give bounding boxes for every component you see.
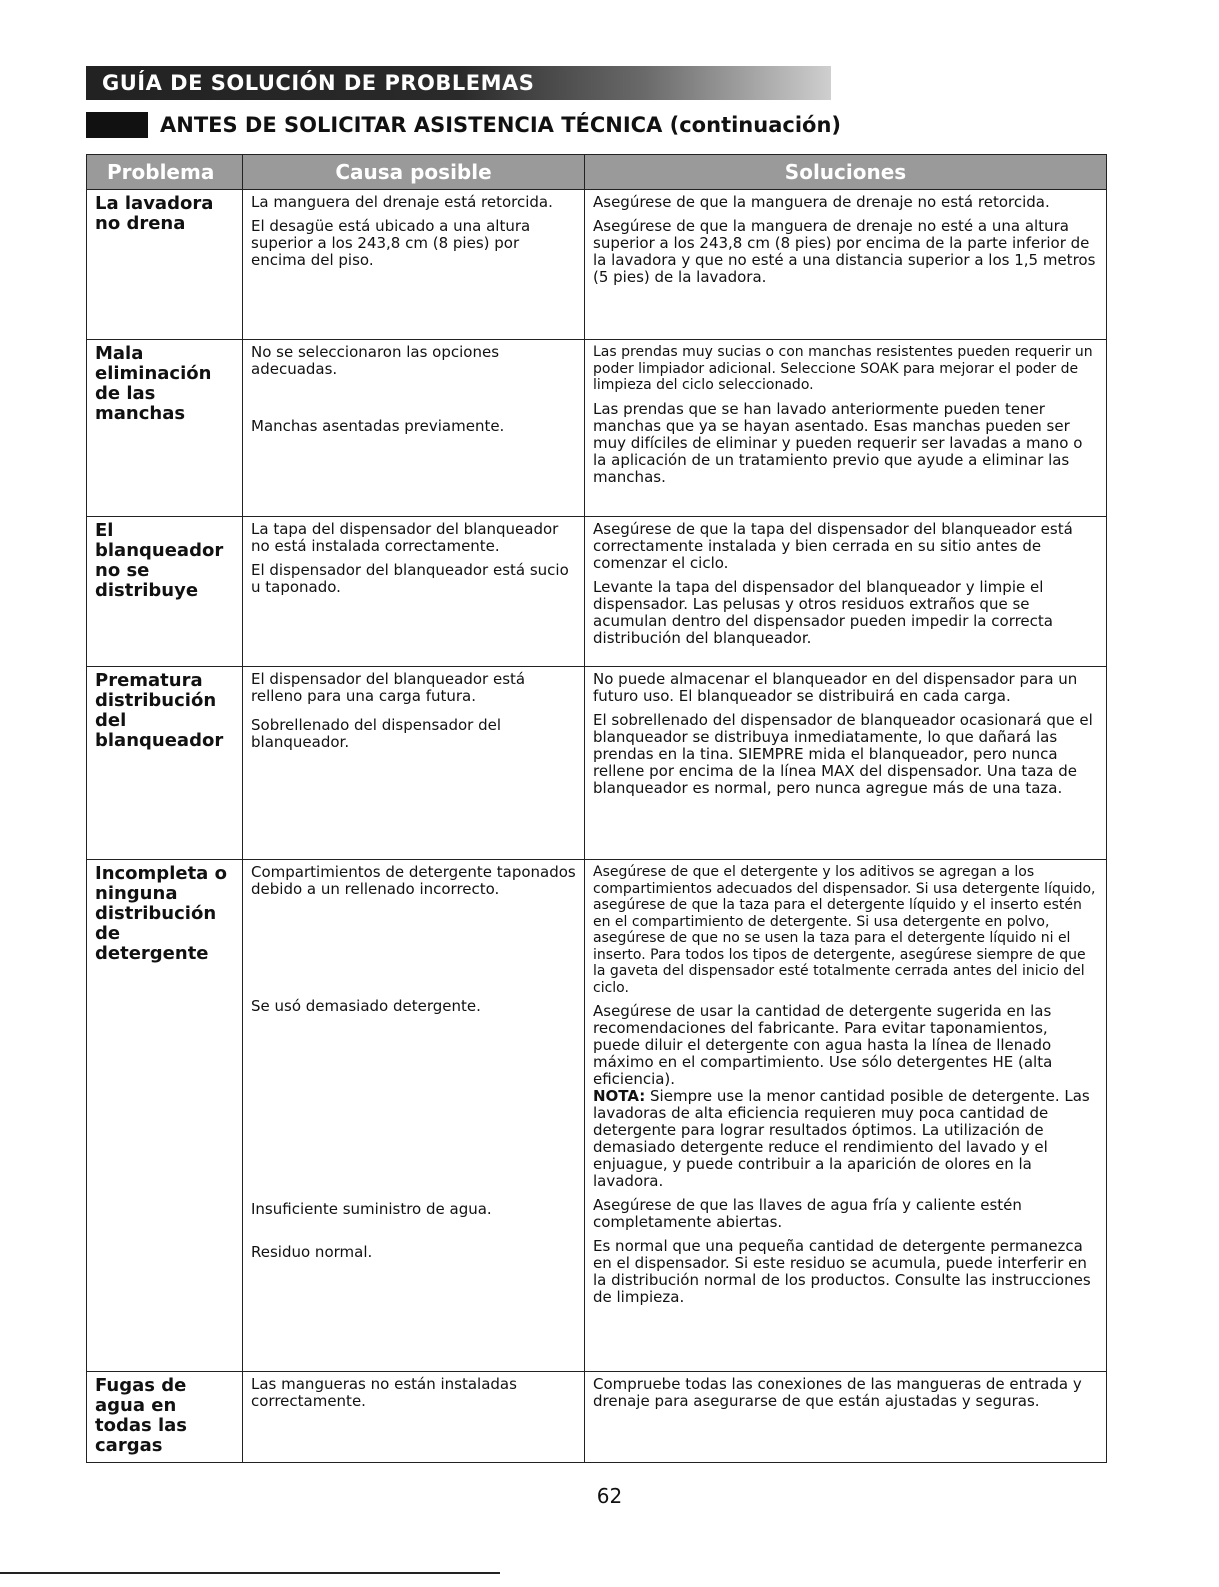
solution-text: Asegúrese de que el detergente y los aditivos se agregan a los compartimientos adecuados del dispensador. Si usa detergente líquido, asegúrese de que la taza para el detergente líquido y el inserto estén en el compartimiento de detergente. Si usa detergente en polvo, asegúrese de que no se usen la taza para el detergente líquido ni el inserto. Para todos los tipos de detergente, asegúrese siempre de que la gaveta del dispensador esté totalmente cerrada antes del inicio del ciclo. (593, 864, 1096, 996)
header-problem: Problema (87, 155, 243, 190)
cause-cell (243, 517, 585, 667)
nota-paragraph (593, 1088, 1098, 1190)
problem-cell: La lavadora no drena (87, 190, 243, 340)
solution-cell (585, 340, 1107, 517)
page-number: 62 (596, 1484, 623, 1508)
table-row (87, 517, 1107, 667)
table-row (87, 340, 1107, 517)
solution-text: Asegúrese de que la tapa del dispensador del blanqueador está correctamente instalada y bien cerrada en su sitio antes de comenzar el ciclo. (593, 520, 1073, 572)
problem-cell: Mala eliminación de las manchas (87, 340, 243, 517)
solution-text: Asegúrese de que las llaves de agua fría y caliente estén completamente abiertas. (593, 1196, 1022, 1231)
problem-cell: Incompleta o ninguna distribución de detergente (87, 860, 243, 1372)
cause-text: El desagüe está ubicado a una altura superior a los 243,8 cm (8 pies) por encima del piso. (251, 217, 531, 269)
solution-cell (585, 517, 1107, 667)
solution-text: No puede almacenar el blanqueador en del dispensador para un futuro uso. El blanqueador se distribuirá en cada carga. (593, 670, 1078, 705)
solution-text: Compruebe todas las conexiones de las mangueras de entrada y drenaje para asegurarse de que están ajustadas y seguras. (593, 1375, 1082, 1410)
problem-cell: Fugas de agua en todas las cargas (87, 1372, 243, 1463)
table-row (87, 190, 1107, 340)
cause-text: Sobrellenado del dispensador del blanqueador. (251, 716, 502, 751)
cause-text: Insuficiente suministro de agua. (251, 1200, 492, 1218)
cause-text: No se seleccionaron las opciones adecuadas. (251, 343, 500, 378)
footer-rule (0, 1572, 500, 1574)
problem-cell: El blanqueador no se distribuye (87, 517, 243, 667)
cause-text: Manchas asentadas previamente. (251, 417, 505, 435)
section-header (86, 110, 841, 140)
cause-cell (243, 860, 585, 1372)
header-cause: Causa posible (243, 155, 585, 190)
table-row (87, 860, 1107, 1372)
solution-text: Las prendas que se han lavado anteriormente pueden tener manchas que ya se hayan asentado. Esas manchas pueden ser muy difíciles de eliminar y pueden requerir ser lavadas a mano o la aplicación de un tratamiento previo que ayude a eliminar las manchas. (593, 399, 1083, 486)
cause-cell (243, 340, 585, 517)
cause-cell (243, 190, 585, 340)
solution-cell (585, 860, 1107, 1372)
cause-text: Compartimientos de detergente taponados debido a un rellenado incorrecto. (251, 863, 576, 898)
cause-cell (243, 1372, 585, 1463)
cause-text: El dispensador del blanqueador está relleno para una carga futura. (251, 670, 526, 705)
nota-label: NOTA: (593, 1087, 646, 1105)
cause-text: La manguera del drenaje está retorcida. (251, 193, 553, 211)
solution-cell (585, 190, 1107, 340)
solution-cell (585, 1372, 1107, 1463)
cause-text: La tapa del dispensador del blanqueador no está instalada correctamente. (251, 520, 559, 555)
cause-text: Se usó demasiado detergente. (251, 997, 481, 1015)
cause-text: Las mangueras no están instaladas correctamente. (251, 1375, 517, 1410)
section-marker-bar (86, 112, 148, 138)
solution-text: Es normal que una pequeña cantidad de detergente permanezca en el dispensador. Si este residuo se acumula, puede interferir en la distribución normal de los productos. Consulte las instrucciones de limpieza. (593, 1237, 1091, 1306)
table-header-row (87, 155, 1107, 190)
table-row (87, 667, 1107, 860)
solution-text: Asegúrese de usar la cantidad de detergente sugerida en las recomendaciones del fabricante. Para evitar taponamientos, puede diluir el detergente con agua hasta la línea de llenado máximo en el compartimiento. Use sólo detergentes HE (alta eficiencia). (593, 1002, 1053, 1088)
solution-text: El sobrellenado del dispensador de blanqueador ocasionará que el blanqueador se distribuya inmediatamente, lo que dañará las prendas en la tina. SIEMPRE mida el blanqueador, pero nunca rellene por encima de la línea MAX del dispensador. Una taza de blanqueador es normal, pero nunca agregue más de una taza. (593, 711, 1093, 797)
solution-text: Asegúrese de que la manguera de drenaje no esté a una altura superior a los 243,8 cm (8 pies) por encima de la parte inferior de la lavadora y que no esté a una distancia superior a los 1,5 metros (5 pies) de la lavadora. (593, 217, 1096, 286)
solution-text: Levante la tapa del dispensador del blanqueador y limpie el dispensador. Las pelusas y otros residuos extraños que se acumulan dentro del dispensador pueden impedir la correcta distribución del blanqueador. (593, 578, 1053, 647)
troubleshooting-table (86, 154, 1107, 1463)
header-solution: Soluciones (585, 155, 1107, 190)
cause-text: El dispensador del blanqueador está sucio u taponado. (251, 561, 569, 596)
solution-text: Asegúrese de que la manguera de drenaje no está retorcida. (593, 193, 1050, 211)
table-row (87, 1372, 1107, 1463)
problem-cell: Prematura distribución del blanqueador (87, 667, 243, 860)
section-title: ANTES DE SOLICITAR ASISTENCIA TÉCNICA (continuación) (160, 113, 841, 137)
solution-cell (585, 667, 1107, 860)
nota-text: Siempre use la menor cantidad posible de detergente. Las lavadoras de alta eficiencia requieren muy poca cantidad de detergente para lograr resultados óptimos. La utilización de demasiado detergente reduce el rendimiento del lavado y el enjuague, y puede contribuir a la aparición de olores en la lavadora. (593, 1087, 1090, 1190)
solution-text: Las prendas muy sucias o con manchas resistentes pueden requerir un poder limpiador adicional. Seleccione SOAK para mejorar el poder de limpieza del ciclo seleccionado. (593, 344, 1093, 393)
page-banner: GUÍA DE SOLUCIÓN DE PROBLEMAS (86, 66, 831, 100)
cause-text: Residuo normal. (251, 1243, 373, 1261)
cause-cell (243, 667, 585, 860)
